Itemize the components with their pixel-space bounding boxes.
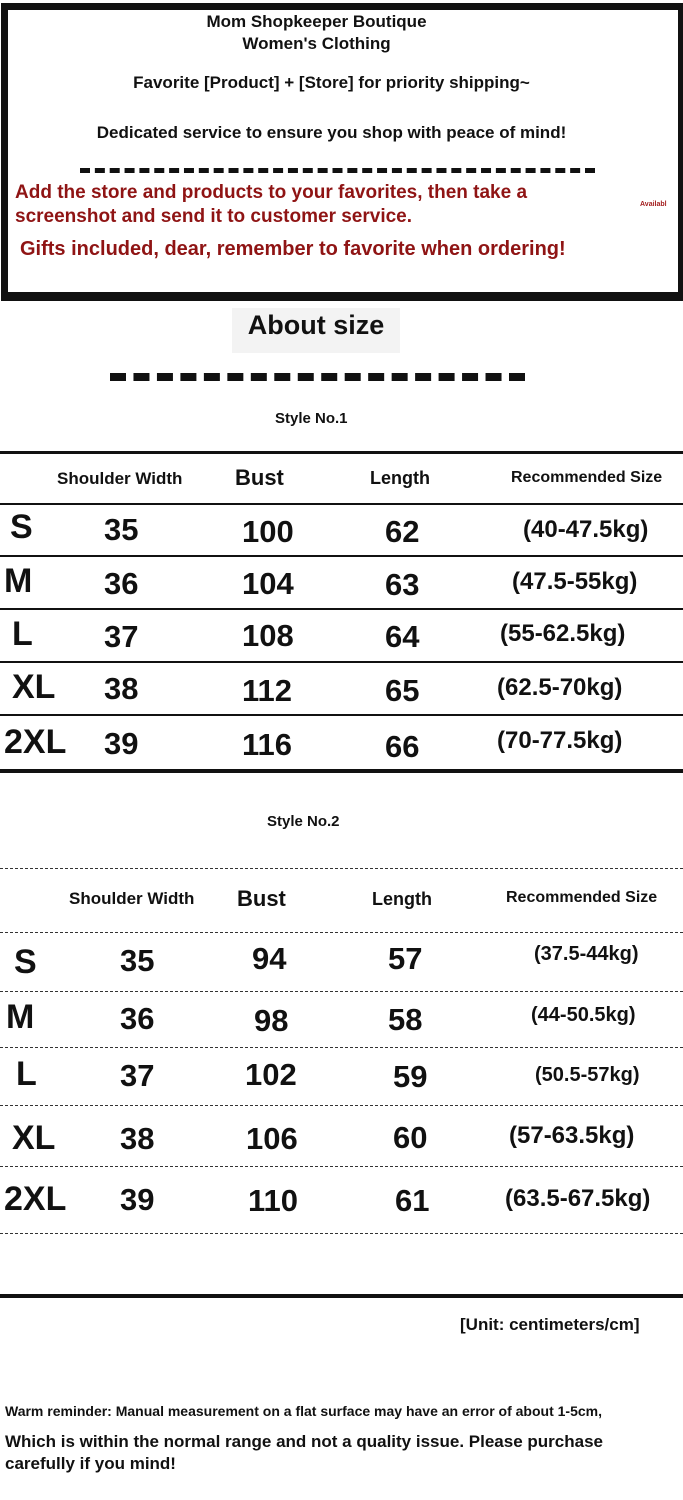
style-1-title: Style No.1 (275, 410, 348, 427)
size-label: 2XL (4, 1180, 67, 1218)
style-2-header-rule (0, 932, 683, 933)
shoulder-value: 38 (104, 671, 139, 706)
recommended-value: (50.5-57kg) (535, 1064, 640, 1086)
style-1-row-rule (0, 661, 683, 663)
recommended-value: (37.5-44kg) (534, 943, 639, 965)
recommended-value: (55-62.5kg) (500, 620, 626, 647)
length-value: 63 (385, 567, 420, 602)
style-2-row-rule (0, 1233, 683, 1234)
length-value: 60 (393, 1120, 428, 1155)
service-text: Dedicated service to ensure you shop with peace of mind! (96, 123, 567, 142)
size-label: XL (12, 668, 56, 706)
style-2-row-rule (0, 1166, 683, 1167)
style-1-top-rule (0, 451, 683, 454)
style-1-row-rule (0, 555, 683, 557)
bust-value: 104 (242, 566, 294, 601)
bust-value: 106 (246, 1121, 298, 1156)
recommended-value: (40-47.5kg) (523, 516, 649, 543)
length-value: 65 (385, 673, 420, 708)
recommended-value: (62.5-70kg) (497, 674, 623, 701)
style-1-bottom-rule (0, 769, 683, 773)
reminder-line-3: carefully if you mind! (5, 1454, 176, 1473)
notice-divider (80, 168, 595, 173)
bust-value: 112 (242, 673, 293, 708)
favorite-priority-text: Favorite [Product] + [Store] for priority shipping~ (133, 73, 530, 92)
shoulder-value: 36 (104, 566, 139, 601)
length-value: 59 (393, 1059, 428, 1094)
recommended-value: (47.5-55kg) (512, 568, 638, 595)
header-recommended-size: Recommended Size (506, 889, 658, 906)
style-2-row-rule (0, 1047, 683, 1048)
shoulder-value: 36 (120, 1001, 155, 1036)
bust-value: 110 (248, 1183, 299, 1218)
header-recommended-size: Recommended Size (511, 469, 663, 486)
style-1-row-rule (0, 714, 683, 716)
header-shoulder-width: Shoulder Width (57, 469, 183, 488)
table-bottom-rule (0, 1294, 683, 1298)
bust-value: 108 (242, 618, 294, 653)
size-label: 2XL (4, 723, 67, 761)
gifts-text: Gifts included, dear, remember to favorite when ordering! (20, 238, 566, 260)
length-value: 61 (395, 1183, 430, 1218)
about-size-divider (110, 373, 525, 381)
shoulder-value: 35 (120, 943, 155, 978)
favorite-instruction-line-1: Add the store and products to your favorites, then take a (15, 182, 528, 203)
length-value: 62 (385, 514, 420, 549)
size-label: XL (12, 1119, 56, 1157)
size-label: M (4, 562, 33, 600)
size-label: M (6, 998, 35, 1036)
recommended-value: (70-77.5kg) (497, 727, 623, 754)
style-2-title: Style No.2 (267, 813, 340, 830)
reminder-line-2: Which is within the normal range and not a quality issue. Please purchase (5, 1432, 603, 1451)
length-value: 66 (385, 729, 420, 764)
style-2-row-rule (0, 991, 683, 992)
bust-value: 94 (252, 941, 287, 976)
recommended-value: (57-63.5kg) (509, 1122, 635, 1149)
style-1-header-rule (0, 503, 683, 505)
style-2-top-rule (0, 868, 683, 869)
style-1-row-rule (0, 608, 683, 610)
length-value: 64 (385, 619, 420, 654)
bust-value: 98 (254, 1003, 289, 1038)
shoulder-value: 35 (104, 512, 139, 547)
reminder-line-1: Warm reminder: Manual measurement on a flat surface may have an error of about 1-5cm, (5, 1403, 602, 1419)
header-shoulder-width: Shoulder Width (69, 889, 195, 908)
header-length: Length (370, 468, 430, 488)
shoulder-value: 38 (120, 1121, 155, 1156)
available-tag: Availabl (640, 201, 667, 208)
header-bust: Bust (235, 465, 284, 490)
bust-value: 100 (242, 514, 294, 549)
size-label: L (16, 1055, 37, 1093)
bust-value: 102 (245, 1057, 297, 1092)
shoulder-value: 37 (120, 1058, 155, 1093)
shop-category: Women's Clothing (242, 34, 391, 53)
shop-name: Mom Shopkeeper Boutique (206, 12, 427, 31)
shoulder-value: 39 (104, 726, 139, 761)
recommended-value: (44-50.5kg) (531, 1004, 636, 1026)
unit-note: [Unit: centimeters/cm] (460, 1315, 640, 1334)
style-2-row-rule (0, 1105, 683, 1106)
length-value: 58 (388, 1002, 423, 1037)
favorite-instruction-line-2: screenshot and send it to customer service. (15, 206, 413, 227)
header-bust: Bust (237, 886, 286, 911)
recommended-value: (63.5-67.5kg) (505, 1185, 651, 1212)
length-value: 57 (388, 941, 423, 976)
size-label: S (10, 508, 33, 546)
about-size-title: About size (247, 310, 385, 340)
size-label: S (14, 943, 37, 981)
shoulder-value: 39 (120, 1182, 155, 1217)
header-length: Length (372, 889, 432, 909)
shoulder-value: 37 (104, 619, 139, 654)
size-label: L (12, 615, 33, 653)
bust-value: 116 (242, 727, 293, 762)
